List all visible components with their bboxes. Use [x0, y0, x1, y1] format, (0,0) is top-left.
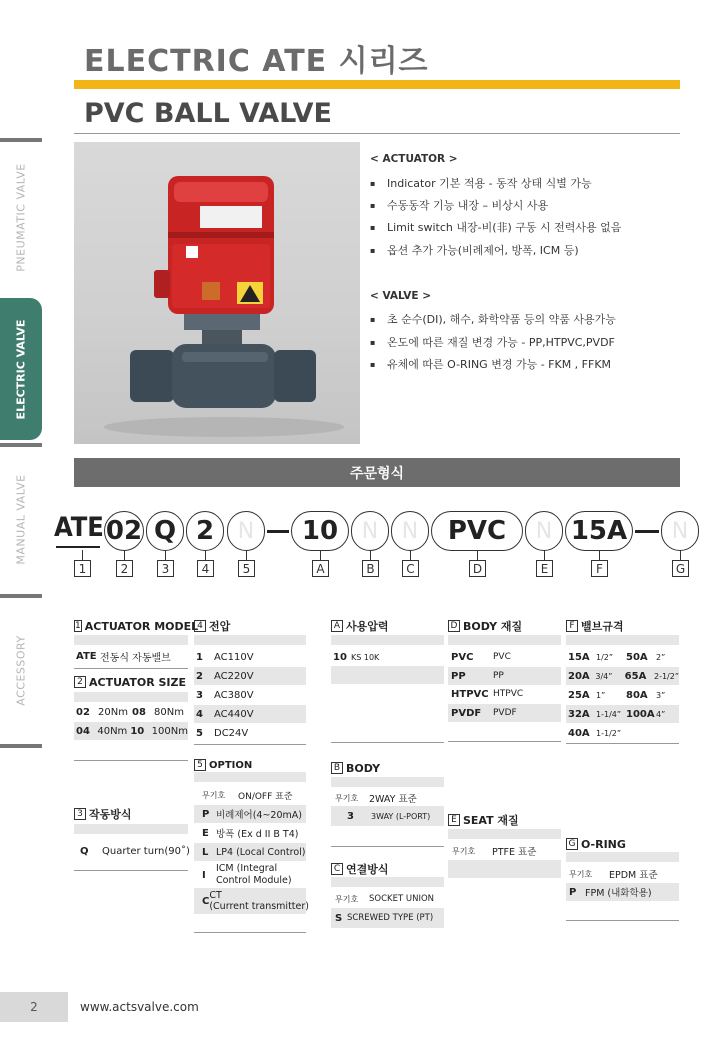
table-valve-size-title: F 밸브규격 — [566, 618, 679, 634]
table-row: 25A 1” 80A 3” — [568, 689, 666, 701]
table-row: 무기호 ON/OFF 표준 — [202, 790, 293, 802]
code-valve-size: 15A — [565, 511, 633, 551]
order-format-banner: 주문형식 — [74, 458, 680, 487]
table-row: C CT (Current transmitter) — [194, 888, 306, 914]
valve-feature: ▪ 온도에 따른 재질 변경 가능 - PP,HTPVC,PVDF — [370, 334, 615, 350]
code-pressure: 10 — [291, 511, 349, 551]
table-row: 2 AC220V — [194, 667, 306, 685]
actuator-feature: ▪ 수동동작 기능 내장 – 비상시 사용 — [370, 197, 548, 213]
table-row: PVDF PVDF — [448, 704, 561, 722]
table-row: ATE 전동식 자동밸브 — [76, 650, 171, 664]
table-row: HTPVC HTPVC — [451, 688, 524, 700]
label-4: 4 — [197, 560, 214, 577]
label-c: C — [402, 560, 419, 577]
side-separator — [0, 744, 42, 748]
label-d: D — [469, 560, 486, 577]
valve-feature: ▪ 초 순수(DI), 해수, 화학약품 등의 약품 사용가능 — [370, 311, 616, 327]
code-seat: N — [525, 511, 563, 551]
table-row: 무기호 2WAY 표준 — [335, 793, 417, 805]
table-row: 15A 1/2” 50A 2” — [568, 651, 666, 663]
code-connection: N — [391, 511, 429, 551]
table-row: 무기호 SOCKET UNION — [335, 894, 434, 904]
code-operation: Q — [146, 511, 184, 551]
table-option-title: 5 OPTION — [194, 758, 306, 772]
code-dash — [635, 530, 659, 533]
code-body: N — [351, 511, 389, 551]
label-1: 1 — [74, 560, 91, 577]
table-pressure-title: A 사용압력 — [331, 618, 444, 634]
page-number: 2 — [0, 992, 68, 1022]
code-option: N — [227, 511, 265, 551]
side-tab-accessory[interactable]: ACCESSORY — [14, 635, 28, 706]
table-row: I ICM (Integral Control Module) — [202, 863, 292, 886]
label-b: B — [362, 560, 379, 577]
series-title: ELECTRIC ATE 시리즈 — [84, 44, 429, 79]
code-voltage: 2 — [186, 511, 224, 551]
actuator-feature: ▪ 옵션 추가 가능(비례제어, 방폭, ICM 등) — [370, 242, 579, 258]
table-row: S SCREWED TYPE (PT) — [331, 908, 444, 928]
table-row: P FPM (내화학용) — [566, 883, 679, 901]
table-operation-title: 3 작동방식 — [74, 806, 188, 822]
table-row: 3 3WAY (L-PORT) — [331, 806, 444, 826]
website-link[interactable]: www.actsvalve.com — [80, 1000, 199, 1014]
actuator-heading: < ACTUATOR > — [370, 153, 458, 165]
label-g: G — [672, 560, 689, 577]
label-5: 5 — [238, 560, 255, 577]
table-row: P 비례제어(4~20mA) — [194, 805, 306, 823]
valve-feature: ▪ 유체에 따른 O-RING 변경 가능 - FKM , FFKM — [370, 356, 611, 372]
table-oring-title: G O-RING — [566, 836, 679, 852]
table-body-title: B BODY — [331, 760, 444, 776]
side-tab-manual[interactable]: MANUAL VALVE — [14, 474, 28, 565]
table-voltage-title: 4 전압 — [194, 618, 306, 634]
label-3: 3 — [157, 560, 174, 577]
label-e: E — [536, 560, 553, 577]
code-dash — [267, 530, 289, 533]
prefix-underline — [56, 546, 100, 548]
product-photo — [74, 142, 360, 444]
table-row: 5 DC24V — [196, 727, 249, 739]
code-actuator-size: 02 — [104, 511, 144, 551]
table-row: E 방폭 (Ex d II B T4) — [202, 827, 299, 840]
page-subtitle: PVC BALL VALVE — [84, 98, 332, 129]
table-connection-title: C 연결방식 — [331, 861, 444, 877]
table-seat-title: E SEAT 재질 — [448, 812, 561, 828]
table-row: 20A 3/4” 65A 2-1/2” — [566, 667, 679, 685]
table-row: 04 40Nm 10 100Nm — [74, 722, 188, 740]
actuator-feature: ▪ Limit switch 내장-비(非) 구동 시 전력사용 없음 — [370, 219, 621, 235]
accent-bar — [74, 80, 680, 89]
side-tab-pneumatic[interactable]: PNEUMATIC VALVE — [14, 162, 28, 272]
table-row: 40A 1-1/2” — [568, 727, 621, 739]
table-row: 10 KS 10K — [333, 651, 380, 663]
table-row: PP PP — [448, 667, 561, 685]
table-actuator-size-title: 2 ACTUATOR SIZE — [74, 674, 188, 690]
table-row: 02 20Nm 08 80Nm — [76, 706, 184, 718]
code-oring: N — [661, 511, 699, 551]
order-prefix: ATE — [54, 512, 104, 543]
table-row: L LP4 (Local Control) — [194, 843, 306, 861]
table-actuator-model-title: 1 ACTUATOR MODEL — [75, 619, 199, 633]
table-row: PVC PVC — [451, 651, 511, 663]
label-f: F — [591, 560, 608, 577]
code-body-material: PVC — [431, 511, 523, 551]
table-row: 4 AC440V — [194, 705, 306, 723]
actuator-feature: ▪ Indicator 기본 적용 - 동작 상태 식별 가능 — [370, 175, 592, 191]
side-tab-electric[interactable]: ELECTRIC VALVE — [0, 298, 42, 440]
table-row: 32A 1-1/4” 100A 4” — [566, 705, 679, 723]
valve-illustration — [74, 142, 360, 444]
table-body-material-title: D BODY 재질 — [448, 618, 561, 634]
label-2: 2 — [116, 560, 133, 577]
divider — [74, 133, 680, 134]
table-row: Q Quarter turn(90˚) — [80, 845, 190, 857]
table-row: 무기호 EPDM 표준 — [569, 869, 658, 881]
table-row: 3 AC380V — [196, 689, 254, 701]
table-row: 1 AC110V — [196, 651, 254, 663]
valve-heading: < VALVE > — [370, 290, 431, 302]
label-a: A — [312, 560, 329, 577]
table-row: 무기호 PTFE 표준 — [452, 846, 537, 858]
